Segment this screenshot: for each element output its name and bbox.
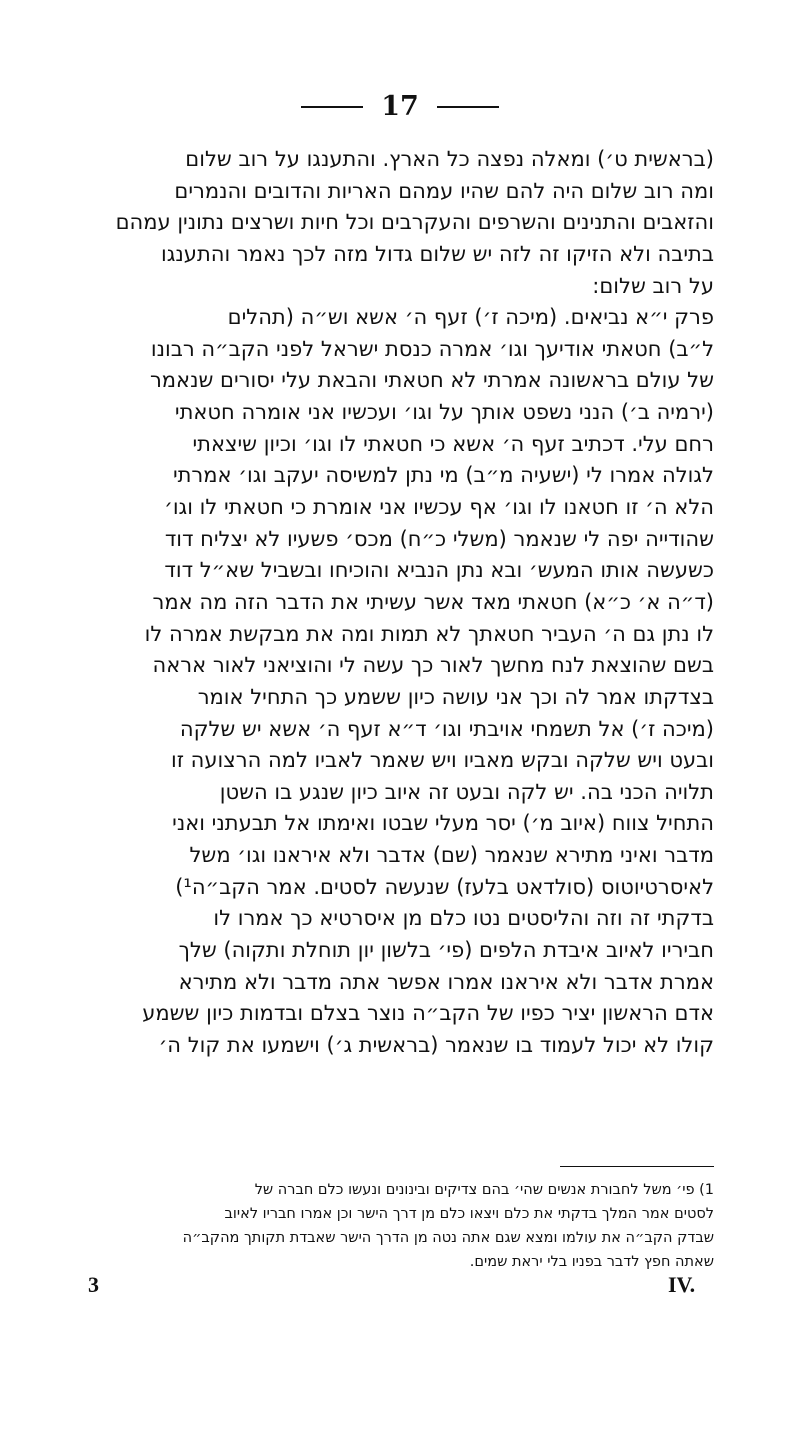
signature-mark-arabic: 3 [88,1272,99,1297]
text-line: לאיסרטיוטוס (סולדאט בלעז) שנעשה לסטים. אמר הקב״ה¹) [175,874,714,899]
text-line: אמרת אדבר ולא איראנו אמרו אפשר אתה מדבר ולא מתירא [178,969,714,994]
text-line: של עולם בראשונה אמרתי לא חטאתי והבאת עלי יסורים שנאמר [149,368,714,393]
footnote-line: שבדק הקב״ה את עולמו ומצא שגם אתה נטה מן הדרך הישר שאבדת תקותך מהקב״ה [182,1230,714,1246]
text-line: (ד״ה א׳ כ״א) חטאתי מאד אשר עשיתי את הדבר הזה מה אמר [152,589,714,614]
text-line: לגולה אמרו לי (ישעיה מ״ב) מי נתן למשיסה יעקב וגו׳ אמרתי [172,463,714,488]
footnote-separator [560,1166,714,1167]
text-line: רחם עלי. דכתיב זעף ה׳ אשא כי חטאתי לו וגו׳ וכיון שיצאתי [192,431,714,456]
text-line: ל״ב) חטאתי אודיעך וגו׳ אמרה כנסת ישראל לפני הקב״ה רבונו [150,336,714,361]
footnote-line: 1) פי׳ משל לחבורת אנשים שהי׳ בהם צדיקים ובינונים ונעשו כלם חברה של [254,1182,714,1198]
text-line: חביריו לאיוב איבדת הלפים (פי׳ בלשון יון תוחלת ותקוה) שלך [178,938,714,963]
text-line: והזאבים והתנינים והשרפים והעקרבים וכל חיות ושרצים נתונין עמהם [115,210,714,235]
text-line: (מיכה ז׳) אל תשמחי אויבתי וגו׳ ד״א זעף ה׳ אשא יש שלקה [179,716,714,741]
page-header [0,90,800,124]
footnote-line: שאתה חפץ לדבר בפניו בלי יראת שמים. [469,1254,714,1270]
text-line: קולו לא יכול לעמוד בו שנאמר (בראשית ג׳) וישמעו את קול ה׳ [158,1032,714,1057]
text-line: הלא ה׳ זו חטאנו לו וגו׳ אף עכשיו אני אומרת כי חטאתי לו וגו׳ [164,495,714,520]
text-line: בצדקתו אמר לה וכך אני עושה כיון ששמע כך התחיל אומר [197,684,714,709]
text-line: מדבר ואיני מתירא שנאמר (שם) אדבר ולא איראנו וגו׳ משל [189,843,714,868]
text-line: ומה רוב שלום היה להם שהיו עמהם האריות והדובים והנמרים [174,178,714,203]
text-line: בשם שהוצאת לנח מחשך לאור כך עשה לי והוציאני לאור אראה [152,653,714,678]
text-line: לו נתן גם ה׳ העביר חטאתך לא תמות ומה את מבקשת אמרה לו [144,621,714,646]
text-line: על רוב שלום: [592,273,714,298]
header-rule-right [437,106,499,108]
main-text [86,144,714,1062]
text-line: התחיל צווח (איוב מ׳) יסר מעלי שבטו ואימתו אל תבעתני ואני [172,811,714,836]
signature-mark-roman: IV. [668,1272,696,1297]
text-line: (בראשית ט׳) ומאלה נפצה כל הארץ. והתענגו על רוב שלום [185,147,714,171]
text-line: כשעשה אותו המעש׳ ובא נתן הנביא והוכיחו ובשביל שא״ל דוד [164,558,714,583]
chapter-heading-line: פרק י״א נביאים. (מיכה ז׳) זעף ה׳ אשא וש״ה (תהלים [227,305,714,330]
text-line: ובעט ויש שלקה ובקש מאביו ויש שאמר לאביו למה הרצועה זו [171,748,714,773]
footnotes [86,1178,714,1274]
text-line: בתיבה ולא הזיקו זה לזה יש שלום גדול מזה לכך נאמר והתענגו [161,241,714,266]
text-line: (ירמיה ב׳) הנני נשפט אותך על וגו׳ ועכשיו אני אומרה חטאתי [174,400,714,425]
text-line: תלויה הכני בה. יש לקה ובעט זה איוב כיון שנגע בו השטן [219,779,714,804]
page-number: 17 [381,91,419,122]
text-line: אדם הראשון יציר כפיו של הקב״ה נוצר בצלם ובדמות כיון ששמע [142,1001,714,1026]
footnote-line: לסטים אמר המלך בדקתי את כלם ויצאו כלם מן דרך הישר וכן אמרו חבריו לאיוב [224,1206,714,1222]
text-line: שהודייה יפה לי שנאמר (משלי כ״ח) מכס׳ פשעיו לא יצליח דוד [164,526,714,551]
header-rule-left [301,106,363,108]
text-line: בדקתי זה וזה והליסטים נטו כלם מן איסרטיא כך אמרו לו [213,906,714,931]
